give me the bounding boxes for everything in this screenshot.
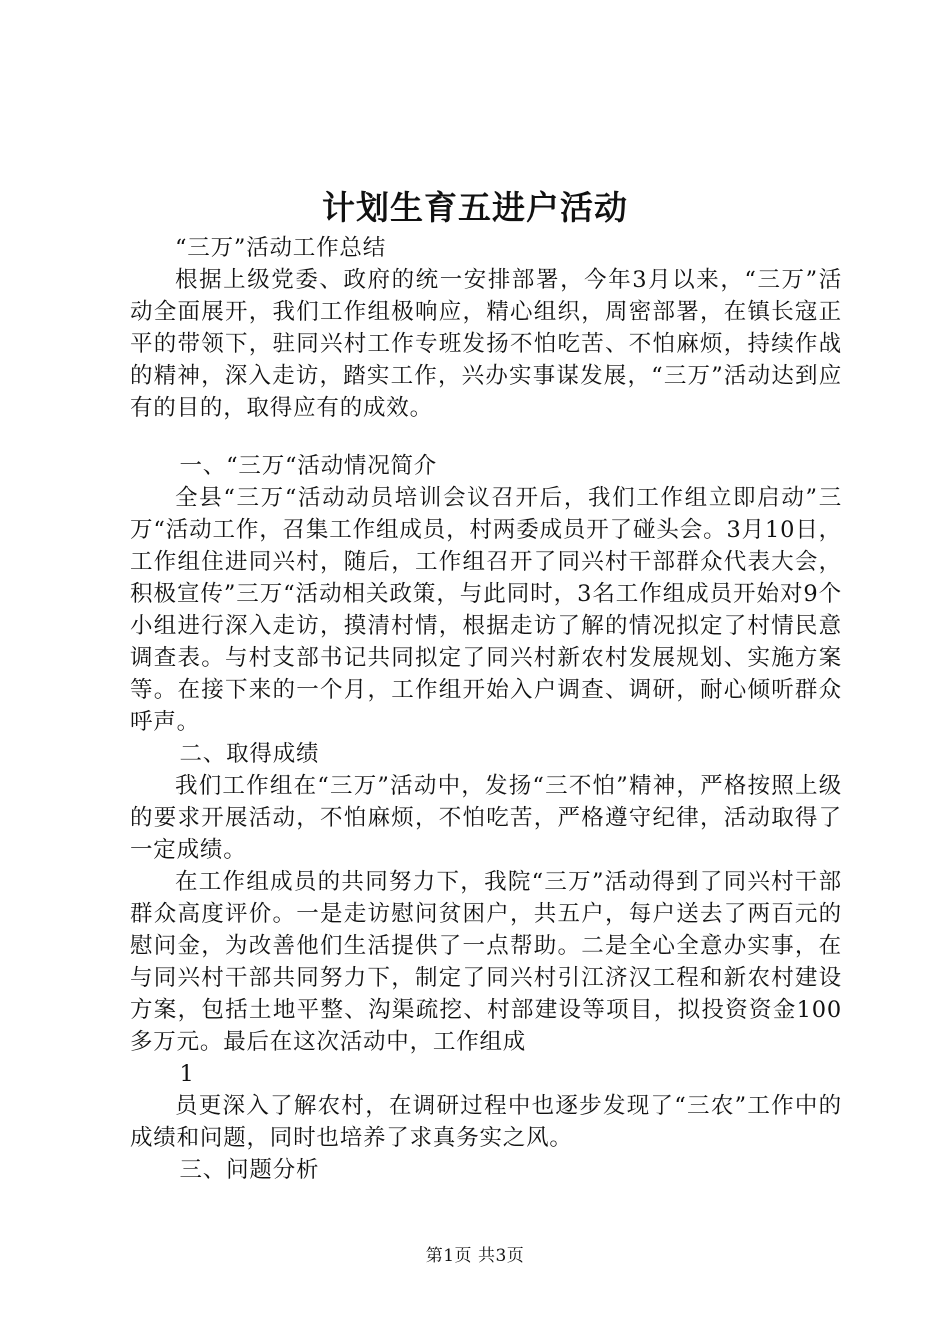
section-2-paragraph-1: 我们工作组在“三万”活动中，发扬“三不怕”精神，严格按照上级的要求开展活动，不怕麻烦，不怕吃苦，严格遵守纪律，活动取得了一定成绩。 xyxy=(130,773,842,863)
document-title: 计划生育五进户活动 xyxy=(322,188,628,227)
section-2-paragraph-3: 员更深入了解农村，在调研过程中也逐步发现了“三农”工作中的成绩和问题，同时也培养了求真务实之风。 xyxy=(130,1093,842,1151)
page-footer: 第1页 共3页 xyxy=(425,1246,525,1266)
section-1-paragraph: 全县“三万“活动动员培训会议召开后，我们工作组立即启动”三万“活动工作，召集工作组成员，村两委成员开了碰头会。3月10日，工作组住进同兴村，随后，工作组召开了同兴村干部群众代表大会，积极宣传”三万“活动相关政策，与此同时，3名工作组成员开始对9个小组进行深入走访，摸清村情，根据走访了解的情况拟定了村情民意调查表。与村支部书记共同拟定了同兴村新农村发展规划、实施方案等。在接下来的一个月，工作组开始入户调查、调研，耐心倾听群众呼声。 xyxy=(130,485,842,735)
document-body xyxy=(130,232,842,1186)
section-heading-1: 一、“三万“活动情况简介 xyxy=(179,453,438,479)
section-heading-3: 三、问题分析 xyxy=(179,1157,320,1183)
section-heading-2: 二、取得成绩 xyxy=(179,741,320,767)
intro-paragraph: 根据上级党委、政府的统一安排部署，今年3月以来，“三万”活动全面展开，我们工作组极响应，精心组织，周密部署，在镇长寇正平的带领下，驻同兴村工作专班发扬不怕吃苦、不怕麻烦，持续作战的精神，深入走访，踏实工作，兴办实事谋发展，“三万”活动达到应有的目的，取得应有的成效。 xyxy=(130,267,842,421)
inline-page-number: 1 xyxy=(179,1061,195,1087)
subtitle-paragraph: “三万”活动工作总结 xyxy=(175,235,387,261)
section-2-paragraph-2: 在工作组成员的共同努力下，我院“三万”活动得到了同兴村干部群众高度评价。一是走访慰问贫困户，共五户，每户送去了两百元的慰问金，为改善他们生活提供了一点帮助。二是全心全意办实事，在与同兴村干部共同努力下，制定了同兴村引江济汉工程和新农村建设方案，包括土地平整、沟渠疏挖、村部建设等项目，拟投资资金100多万元。最后在这次活动中，工作组成 xyxy=(130,869,842,1055)
paragraph-gap xyxy=(130,424,842,450)
